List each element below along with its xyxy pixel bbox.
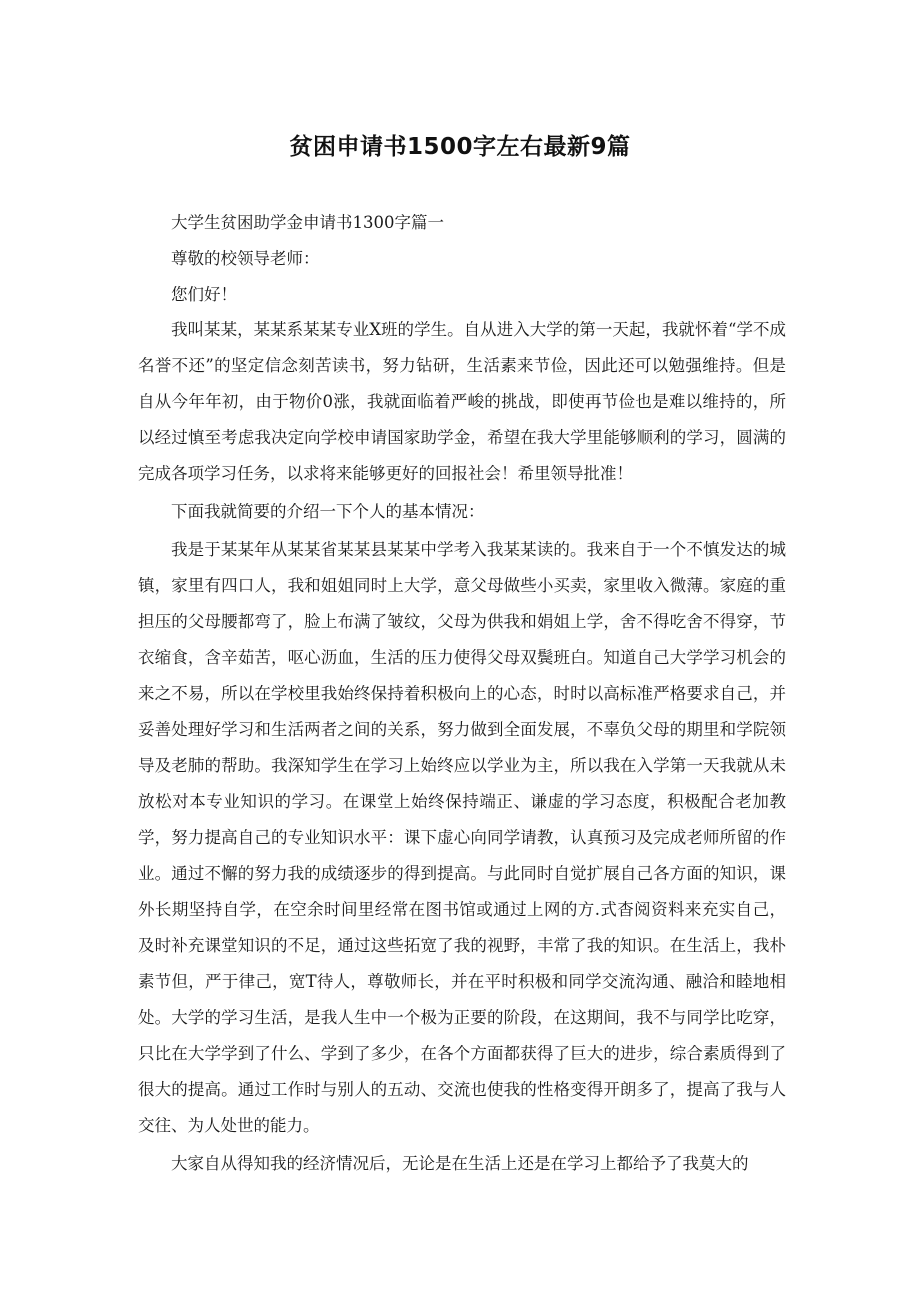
paragraph-1: 我叫某某，某某系某某专业X班的学生。自从进入大学的第一天起，我就怀着“学不成名誉不还”的坚定信念刻苦读书，努力钻研，生活素来节俭，因此还可以勉强维持。但是自从今年年初，由于物价0涨，我就面临着严峻的挑战，即使再节俭也是难以维持的，所以经过慎至考虑我决定向学校申请国家助学金，希望在我大学里能够顺利的学习，圆满的完成各项学习任务，以求将来能够更好的回报社会！希里领导批准！: [138, 320, 786, 483]
salutation: 尊敬的校领导老师：: [171, 249, 320, 268]
greeting: 您们好！: [171, 285, 237, 304]
document-body: [138, 210, 786, 1182]
paragraph-2: 下面我就简要的介绍一下个人的基本情况：: [171, 502, 485, 521]
paragraph-4: 大家自从得知我的经济情况后，无论是在生活上还是在学习上都给予了我莫大的: [171, 1154, 749, 1173]
section-heading: 大学生贫困助学金申请书1300字篇一: [171, 213, 444, 232]
document-title: 贫困申请书1500字左右最新9篇: [289, 134, 631, 160]
paragraph-3: 我是于某某年从某某省某某县某某中学考入我某某读的。我来自于一个不慎发达的城镇，家里有四口人，我和姐姐同时上大学，意父母做些小买卖，家里收入微薄。家庭的重担压的父母腰都弯了，脸上布满了皱纹，父母为供我和娟姐上学，舍不得吃舍不得穿，节衣缩食，含辛茹苦，呕心沥血，生活的压力使得父母双鬓班白。知道自己大学学习机会的来之不易，所以在学校里我始终保持着积极向上的心态，时时以高标准严格要求自己，并妥善处理好学习和生活两者之间的关系，努力做到全面发展，不辜负父母的期里和学院领导及老肺的帮助。我深知学生在学习上始终应以学业为主，所以我在入学第一天我就从未放松对本专业知识的学习。在课堂上始终保持端正、谦虚的学习态度，积极配合老加教学，努力提高自己的专业知识水平：课下虚心向同学请教，认真预习及完成老师所留的作业。通过不懈的努力我的成绩逐步的得到提高。与此同时自觉扩展自己各方面的知识，课外长期坚持自学，在空余时间里经常在图书馆或通过上网的方.式杳阅资料来充实自己，及时补充课堂知识的不足，通过这些拓宽了我的视野，丰常了我的知识。在生活上，我朴素节但，严于律己，宽T待人，尊敬师长，并在平时积极和同学交流沟通、融洽和睦地相处。大学的学习生活，是我人生中一个极为正要的阶段，在这期间，我不与同学比吃穿，只比在大学学到了什么、学到了多少，在各个方面都获得了巨大的进步，综合素质得到了很大的提高。通过工作时与别人的五动、交流也使我的性格变得开朗多了，提高了我与人交往、为人处世的能力。: [138, 540, 786, 1135]
